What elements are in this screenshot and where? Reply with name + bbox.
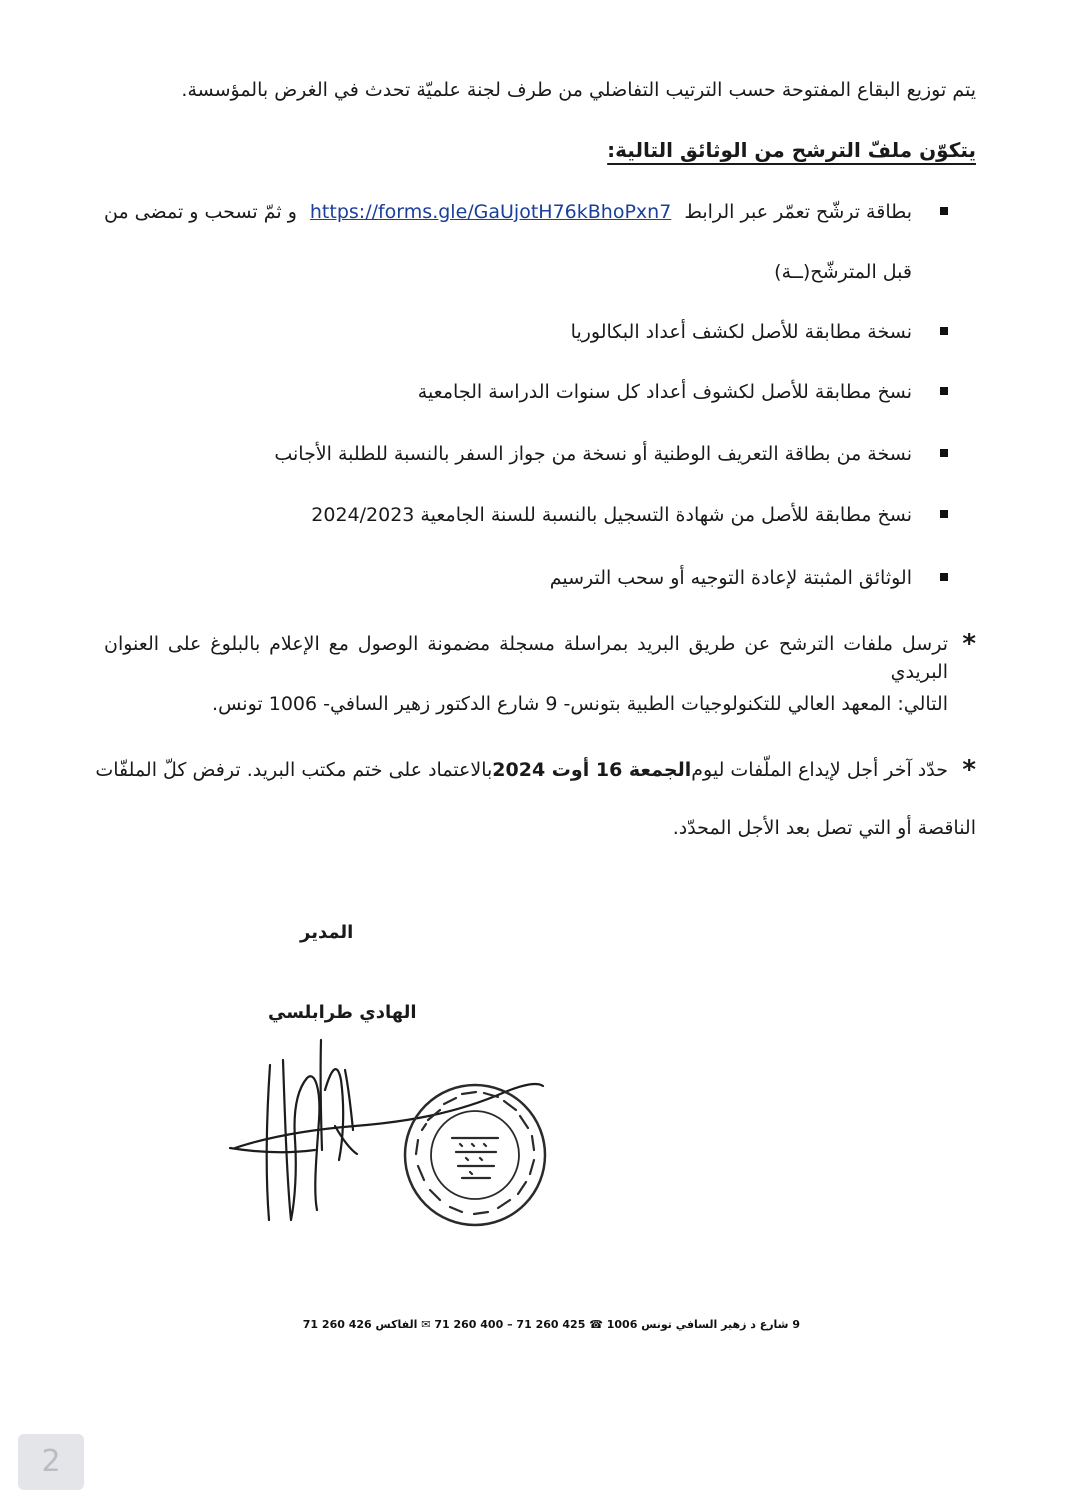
page-number: 2 <box>41 1444 61 1479</box>
intro-paragraph: يتم توزيع البقاع المفتوحة حسب الترتيب التفاضلي من طرف لجنة علميّة تحدث في الغرض بالمؤسسة. <box>181 79 976 101</box>
director-name: الهادي طرابلسي <box>268 1002 417 1023</box>
bullet-square-icon <box>940 510 948 518</box>
page-number-badge <box>18 1434 84 1490</box>
mailing-note-line2: التالي: المعهد العالي للتكنولوجيات الطبية بتونس- 9 شارع الدكتور زهير السافي- 1006 تونس. <box>212 693 948 715</box>
bullet-registration-certificate: نسخ مطابقة للأصل من شهادة التسجيل بالنسبة للسنة الجامعية 2024/2023 <box>311 501 948 529</box>
deadline-note-post: بالاعتماد على ختم مكتب البريد. ترفض كلّ الملفّات <box>95 759 493 781</box>
bullet-square-icon <box>940 449 948 457</box>
mailing-note-line1: ترسل ملفات الترشح عن طريق البريد بمراسلة مسجلة مضمونة الوصول مع الإعلام بالبلوغ على العنوان البريدي <box>104 633 948 683</box>
note-star-icon: * <box>962 629 976 659</box>
bullet-application-form-post: و ثمّ تسحب و تمضى من <box>104 201 297 223</box>
bullet-id-copy: نسخة من بطاقة التعريف الوطنية أو نسخة من جواز السفر بالنسبة للطلبة الأجانب <box>274 440 948 468</box>
institution-contact-footer: 9 شارع د زهير السافي تونس 1006 ☎ 425 260 71 – 400 260 71 ✉ الفاكس 426 260 71 <box>302 1318 800 1331</box>
deadline-date: الجمعة 16 أوت 2024 <box>492 759 692 781</box>
bullet-application-form <box>104 198 948 226</box>
bullet-application-form-text: بطاقة ترشّح تعمّر عبر الرابط <box>684 201 912 223</box>
bullet-square-icon <box>940 207 948 215</box>
bullet-university-transcripts: نسخ مطابقة للأصل لكشوف أعداد كل سنوات الدراسة الجامعية <box>418 378 948 406</box>
note-star-icon: * <box>962 755 976 785</box>
director-title: المدير <box>300 922 354 943</box>
deadline-note-pre: حدّد آخر أجل لإيداع الملّفات ليوم <box>691 759 948 781</box>
bullet-application-form-continued: قبل المترشّح(ــة) <box>774 261 912 283</box>
official-stamp <box>400 1080 550 1230</box>
bullet-baccalaureate-transcript: نسخة مطابقة للأصل لكشف أعداد البكالوريا <box>571 318 948 346</box>
bullet-square-icon <box>940 387 948 395</box>
deadline-note-line2: الناقصة أو التي تصل بعد الأجل المحدّد. <box>672 817 976 839</box>
bullet-reorientation-documents: الوثائق المثبتة لإعادة التوجيه أو سحب الترسيم <box>550 564 948 592</box>
deadline-note-line1 <box>95 756 948 784</box>
documents-heading: يتكوّن ملفّ الترشح من الوثائق التالية: <box>607 138 976 162</box>
bullet-square-icon <box>940 327 948 335</box>
application-form-link[interactable]: https://forms.gle/GaUjotH76kBhoPxn7 <box>309 201 672 223</box>
bullet-square-icon <box>940 573 948 581</box>
